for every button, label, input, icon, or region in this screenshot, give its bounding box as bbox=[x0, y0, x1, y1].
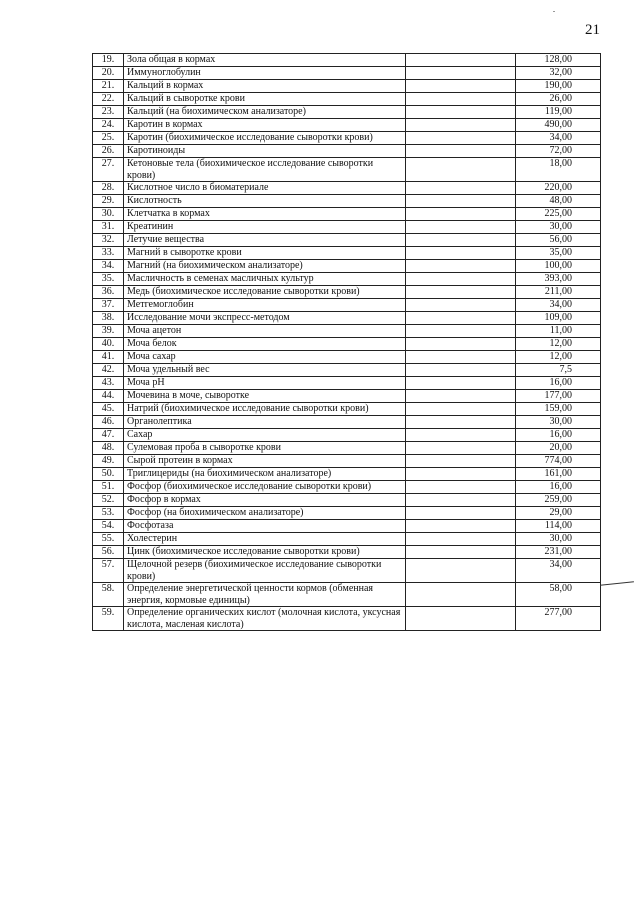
row-name: Медь (биохимическое исследование сыворотки крови) bbox=[124, 286, 406, 299]
row-empty-cell bbox=[406, 607, 516, 631]
row-empty-cell bbox=[406, 546, 516, 559]
row-name: Моча pH bbox=[124, 377, 406, 390]
row-number: 37. bbox=[93, 299, 124, 312]
row-number: 19. bbox=[93, 54, 124, 67]
row-price: 26,00 bbox=[516, 93, 601, 106]
row-name: Кетоновые тела (биохимическое исследование сыворотки крови) bbox=[124, 158, 406, 182]
row-price: 12,00 bbox=[516, 338, 601, 351]
row-number: 53. bbox=[93, 507, 124, 520]
row-price: 161,00 bbox=[516, 468, 601, 481]
row-empty-cell bbox=[406, 132, 516, 145]
table-row bbox=[93, 390, 601, 403]
row-number: 38. bbox=[93, 312, 124, 325]
row-price: 34,00 bbox=[516, 559, 601, 583]
row-number: 55. bbox=[93, 533, 124, 546]
row-name: Креатинин bbox=[124, 221, 406, 234]
table-row bbox=[93, 93, 601, 106]
row-empty-cell bbox=[406, 455, 516, 468]
table-row bbox=[93, 312, 601, 325]
row-empty-cell bbox=[406, 416, 516, 429]
row-price: 7,5 bbox=[516, 364, 601, 377]
row-empty-cell bbox=[406, 312, 516, 325]
table-row bbox=[93, 520, 601, 533]
row-number: 47. bbox=[93, 429, 124, 442]
row-number: 45. bbox=[93, 403, 124, 416]
row-name: Определение органических кислот (молочная кислота, уксусная кислота, масленая кислота) bbox=[124, 607, 406, 631]
table-row bbox=[93, 338, 601, 351]
row-number: 46. bbox=[93, 416, 124, 429]
row-empty-cell bbox=[406, 286, 516, 299]
row-price: 159,00 bbox=[516, 403, 601, 416]
row-price: 16,00 bbox=[516, 377, 601, 390]
table-row bbox=[93, 325, 601, 338]
row-empty-cell bbox=[406, 247, 516, 260]
row-price: 16,00 bbox=[516, 481, 601, 494]
table-row bbox=[93, 364, 601, 377]
table-row bbox=[93, 273, 601, 286]
price-list-body bbox=[93, 54, 601, 631]
row-number: 36. bbox=[93, 286, 124, 299]
row-price: 34,00 bbox=[516, 132, 601, 145]
row-name: Фосфор (биохимическое исследование сыворотки крови) bbox=[124, 481, 406, 494]
row-name: Щелочной резерв (биохимическое исследование сыворотки крови) bbox=[124, 559, 406, 583]
table-row bbox=[93, 351, 601, 364]
row-name: Кислотное число в биоматериале bbox=[124, 182, 406, 195]
row-price: 30,00 bbox=[516, 416, 601, 429]
row-empty-cell bbox=[406, 403, 516, 416]
row-number: 34. bbox=[93, 260, 124, 273]
row-price: 35,00 bbox=[516, 247, 601, 260]
table-row bbox=[93, 403, 601, 416]
row-price: 34,00 bbox=[516, 299, 601, 312]
table-row bbox=[93, 455, 601, 468]
row-name: Фосфор (на биохимическом анализаторе) bbox=[124, 507, 406, 520]
row-empty-cell bbox=[406, 80, 516, 93]
row-empty-cell bbox=[406, 234, 516, 247]
row-empty-cell bbox=[406, 182, 516, 195]
row-name: Летучие вещества bbox=[124, 234, 406, 247]
row-number: 30. bbox=[93, 208, 124, 221]
table-row bbox=[93, 533, 601, 546]
table-row bbox=[93, 132, 601, 145]
margin-pen-mark bbox=[600, 581, 634, 586]
row-empty-cell bbox=[406, 67, 516, 80]
row-number: 57. bbox=[93, 559, 124, 583]
row-empty-cell bbox=[406, 221, 516, 234]
row-price: 32,00 bbox=[516, 67, 601, 80]
row-empty-cell bbox=[406, 429, 516, 442]
row-name: Натрий (биохимическое исследование сыворотки крови) bbox=[124, 403, 406, 416]
row-name: Моча удельный вес bbox=[124, 364, 406, 377]
row-name: Сулемовая проба в сыворотке крови bbox=[124, 442, 406, 455]
row-price: 20,00 bbox=[516, 442, 601, 455]
row-name: Зола общая в кормах bbox=[124, 54, 406, 67]
row-price: 109,00 bbox=[516, 312, 601, 325]
row-empty-cell bbox=[406, 559, 516, 583]
row-name: Каротин (биохимическое исследование сыворотки крови) bbox=[124, 132, 406, 145]
row-empty-cell bbox=[406, 390, 516, 403]
row-empty-cell bbox=[406, 273, 516, 286]
row-name: Органолептика bbox=[124, 416, 406, 429]
row-empty-cell bbox=[406, 520, 516, 533]
row-empty-cell bbox=[406, 106, 516, 119]
row-empty-cell bbox=[406, 260, 516, 273]
row-number: 48. bbox=[93, 442, 124, 455]
row-empty-cell bbox=[406, 145, 516, 158]
row-name: Триглицериды (на биохимическом анализаторе) bbox=[124, 468, 406, 481]
row-price: 393,00 bbox=[516, 273, 601, 286]
row-name: Масличность в семенах масличных культур bbox=[124, 273, 406, 286]
row-empty-cell bbox=[406, 481, 516, 494]
table-row bbox=[93, 607, 601, 631]
row-name: Каротин в кормах bbox=[124, 119, 406, 132]
row-number: 49. bbox=[93, 455, 124, 468]
row-number: 40. bbox=[93, 338, 124, 351]
row-empty-cell bbox=[406, 583, 516, 607]
table-row bbox=[93, 247, 601, 260]
row-empty-cell bbox=[406, 338, 516, 351]
row-empty-cell bbox=[406, 468, 516, 481]
row-number: 31. bbox=[93, 221, 124, 234]
row-empty-cell bbox=[406, 158, 516, 182]
table-row bbox=[93, 468, 601, 481]
row-price: 100,00 bbox=[516, 260, 601, 273]
row-price: 190,00 bbox=[516, 80, 601, 93]
table-row bbox=[93, 559, 601, 583]
row-number: 39. bbox=[93, 325, 124, 338]
table-row bbox=[93, 260, 601, 273]
row-empty-cell bbox=[406, 377, 516, 390]
row-name: Моча сахар bbox=[124, 351, 406, 364]
table-row bbox=[93, 119, 601, 132]
table-row bbox=[93, 286, 601, 299]
table-row bbox=[93, 158, 601, 182]
row-number: 26. bbox=[93, 145, 124, 158]
table-row bbox=[93, 546, 601, 559]
row-price: 177,00 bbox=[516, 390, 601, 403]
row-name: Магний (на биохимическом анализаторе) bbox=[124, 260, 406, 273]
row-price: 211,00 bbox=[516, 286, 601, 299]
row-price: 774,00 bbox=[516, 455, 601, 468]
table-row bbox=[93, 195, 601, 208]
table-row bbox=[93, 299, 601, 312]
row-empty-cell bbox=[406, 54, 516, 67]
row-price: 119,00 bbox=[516, 106, 601, 119]
row-empty-cell bbox=[406, 119, 516, 132]
page-number: 21 bbox=[585, 22, 600, 38]
row-number: 23. bbox=[93, 106, 124, 119]
row-number: 41. bbox=[93, 351, 124, 364]
row-name: Кальций (на биохимическом анализаторе) bbox=[124, 106, 406, 119]
row-empty-cell bbox=[406, 93, 516, 106]
row-number: 35. bbox=[93, 273, 124, 286]
table-row bbox=[93, 106, 601, 119]
row-price: 277,00 bbox=[516, 607, 601, 631]
row-name: Сахар bbox=[124, 429, 406, 442]
row-number: 43. bbox=[93, 377, 124, 390]
table-row bbox=[93, 234, 601, 247]
row-price: 18,00 bbox=[516, 158, 601, 182]
row-name: Определение энергетической ценности кормов (обменная энергия, кормовые единицы) bbox=[124, 583, 406, 607]
row-number: 52. bbox=[93, 494, 124, 507]
row-price: 490,00 bbox=[516, 119, 601, 132]
row-price: 225,00 bbox=[516, 208, 601, 221]
row-price: 259,00 bbox=[516, 494, 601, 507]
row-price: 231,00 bbox=[516, 546, 601, 559]
row-number: 20. bbox=[93, 67, 124, 80]
row-name: Моча ацетон bbox=[124, 325, 406, 338]
row-price: 12,00 bbox=[516, 351, 601, 364]
table-row bbox=[93, 507, 601, 520]
table-row bbox=[93, 481, 601, 494]
table-row bbox=[93, 442, 601, 455]
row-number: 25. bbox=[93, 132, 124, 145]
table-row bbox=[93, 145, 601, 158]
row-name: Кальций в сыворотке крови bbox=[124, 93, 406, 106]
row-price: 72,00 bbox=[516, 145, 601, 158]
row-price: 48,00 bbox=[516, 195, 601, 208]
row-number: 33. bbox=[93, 247, 124, 260]
row-empty-cell bbox=[406, 208, 516, 221]
row-number: 42. bbox=[93, 364, 124, 377]
row-empty-cell bbox=[406, 364, 516, 377]
table-row bbox=[93, 416, 601, 429]
row-name: Сырой протеин в кормах bbox=[124, 455, 406, 468]
row-number: 22. bbox=[93, 93, 124, 106]
row-price: 56,00 bbox=[516, 234, 601, 247]
row-price: 16,00 bbox=[516, 429, 601, 442]
scan-speck bbox=[553, 11, 555, 12]
row-number: 24. bbox=[93, 119, 124, 132]
price-list-table bbox=[92, 53, 601, 631]
row-price: 128,00 bbox=[516, 54, 601, 67]
row-number: 54. bbox=[93, 520, 124, 533]
row-empty-cell bbox=[406, 351, 516, 364]
row-name: Каротиноиды bbox=[124, 145, 406, 158]
row-name: Магний в сыворотке крови bbox=[124, 247, 406, 260]
table-row bbox=[93, 67, 601, 80]
row-number: 27. bbox=[93, 158, 124, 182]
table-row bbox=[93, 377, 601, 390]
table-row bbox=[93, 583, 601, 607]
row-name: Холестерин bbox=[124, 533, 406, 546]
row-empty-cell bbox=[406, 494, 516, 507]
row-name: Метгемоглобин bbox=[124, 299, 406, 312]
row-price: 29,00 bbox=[516, 507, 601, 520]
row-number: 59. bbox=[93, 607, 124, 631]
row-empty-cell bbox=[406, 442, 516, 455]
table-row bbox=[93, 182, 601, 195]
row-number: 21. bbox=[93, 80, 124, 93]
row-empty-cell bbox=[406, 507, 516, 520]
table-row bbox=[93, 208, 601, 221]
row-empty-cell bbox=[406, 299, 516, 312]
row-price: 58,00 bbox=[516, 583, 601, 607]
row-number: 56. bbox=[93, 546, 124, 559]
row-name: Клетчатка в кормах bbox=[124, 208, 406, 221]
row-empty-cell bbox=[406, 325, 516, 338]
row-number: 28. bbox=[93, 182, 124, 195]
row-name: Фосфор в кормах bbox=[124, 494, 406, 507]
row-name: Кальций в кормах bbox=[124, 80, 406, 93]
row-name: Кислотность bbox=[124, 195, 406, 208]
row-number: 58. bbox=[93, 583, 124, 607]
table-row bbox=[93, 494, 601, 507]
row-name: Цинк (биохимическое исследование сыворотки крови) bbox=[124, 546, 406, 559]
row-price: 11,00 bbox=[516, 325, 601, 338]
row-empty-cell bbox=[406, 533, 516, 546]
row-number: 51. bbox=[93, 481, 124, 494]
row-price: 220,00 bbox=[516, 182, 601, 195]
row-price: 30,00 bbox=[516, 533, 601, 546]
row-number: 32. bbox=[93, 234, 124, 247]
row-name: Моча белок bbox=[124, 338, 406, 351]
table-row bbox=[93, 80, 601, 93]
row-number: 29. bbox=[93, 195, 124, 208]
row-name: Мочевина в моче, сыворотке bbox=[124, 390, 406, 403]
row-price: 114,00 bbox=[516, 520, 601, 533]
table-row bbox=[93, 429, 601, 442]
row-name: Иммуноглобулин bbox=[124, 67, 406, 80]
row-number: 50. bbox=[93, 468, 124, 481]
row-empty-cell bbox=[406, 195, 516, 208]
row-name: Исследование мочи экспресс-методом bbox=[124, 312, 406, 325]
table-row bbox=[93, 54, 601, 67]
row-name: Фосфотаза bbox=[124, 520, 406, 533]
table-row bbox=[93, 221, 601, 234]
row-price: 30,00 bbox=[516, 221, 601, 234]
row-number: 44. bbox=[93, 390, 124, 403]
